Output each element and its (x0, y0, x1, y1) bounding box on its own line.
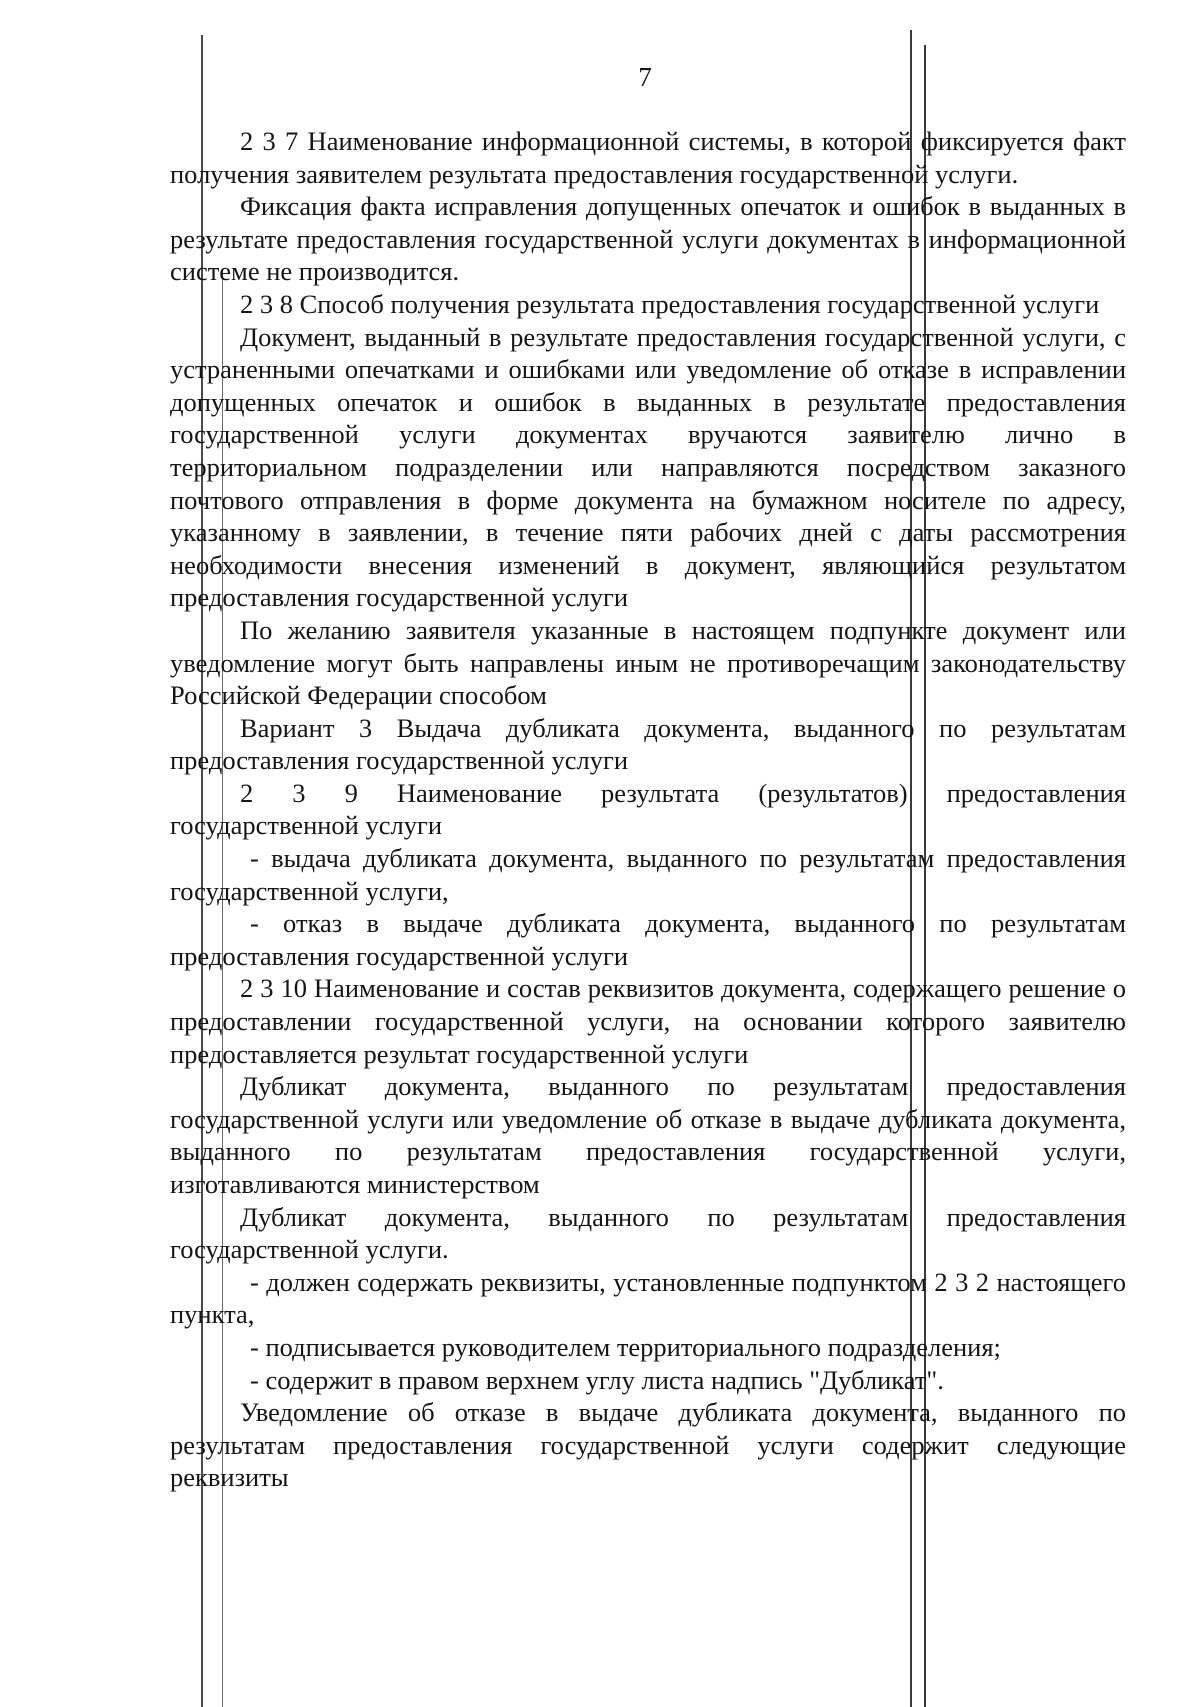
list-item-signed: - подписывается руководителем территориального подразделения; (250, 1331, 1001, 1362)
paragraph-2-3-10: 2 3 10 Наименование и состав реквизитов документа, содержащего решение о предоставлении государственной услуги, на основании которого заявителю предоставляется результат государственной услуги (170, 973, 1126, 1069)
paragraph-duplicate-made: Дубликат документа, выданного по результатам предоставления государственной услуги или уведомление об отказе в выдаче дубликата документа, выданного по результатам предоставления государственной услуги, изготавливаются министерством (170, 1071, 1126, 1199)
paragraph-2-3-7: 2 3 7 Наименование информационной системы, в которой фиксируется факт получения заявителем результата предоставления государственной услуги. (170, 126, 1126, 189)
list-item-duplicate-refusal: - отказ в выдаче дубликата документа, выданного по результатам предоставления государственной услуги (170, 908, 1126, 971)
paragraph-2-3-8: 2 3 8 Способ получения результата предоставления государственной услуги (240, 288, 1100, 319)
paragraph-applicant-wish: По желанию заявителя указанные в настоящем подпункте документ или уведомление могут быть направлены иным не противоречащим законодательству Российской Федерации способом (170, 614, 1126, 711)
paragraph-2-3-9: 2 3 9 Наименование результата (результатов) предоставления государственной услуги (170, 777, 1126, 841)
list-item-duplicate-issue: - выдача дубликата документа, выданного по результатам предоставления государственной услуги, (170, 843, 1126, 906)
paragraph-refusal-notice: Уведомление об отказе в выдаче дубликата документа, выданного по результатам предоставления государственной услуги содержит следующие реквизиты (170, 1397, 1126, 1493)
paragraph-duplicate-intro: Дубликат документа, выданного по результатам предоставления государственной услуги. (170, 1201, 1126, 1265)
list-item-requisites: - должен содержать реквизиты, установленные подпунктом 2 3 2 настоящего пункта, (170, 1266, 1126, 1330)
paragraph-fixation: Фиксация факта исправления допущенных опечаток и ошибок в выданных в результате предоставления государственной услуги документах в информационной системе не производится. (170, 191, 1126, 287)
paragraph-document-issued: Документ, выданный в результате предоставления государственной услуги, с устраненными опечатками и ошибками или уведомление об отказе в исправлении допущенных опечаток и ошибок в выданных в результате предоставления государственной услуги документах вручаются заявителю лично в территориальном подразделении или направляются посредством заказного почтового отправления в форме документа на бумажном носителе по адресу, указанному в заявлении, в течение пяти рабочих дней с даты рассмотрения необходимости внесения изменений в документ, являющийся результатом предоставления государственной услуги (170, 321, 1126, 613)
page-number: 7 (638, 62, 652, 92)
document-body (170, 125, 1126, 1494)
paragraph-variant-3: Вариант 3 Выдача дубликата документа, выданного по результатам предоставления государственной услуги (170, 712, 1126, 776)
list-item-inscription: - содержит в правом верхнем углу листа надпись "Дубликат". (250, 1364, 944, 1395)
